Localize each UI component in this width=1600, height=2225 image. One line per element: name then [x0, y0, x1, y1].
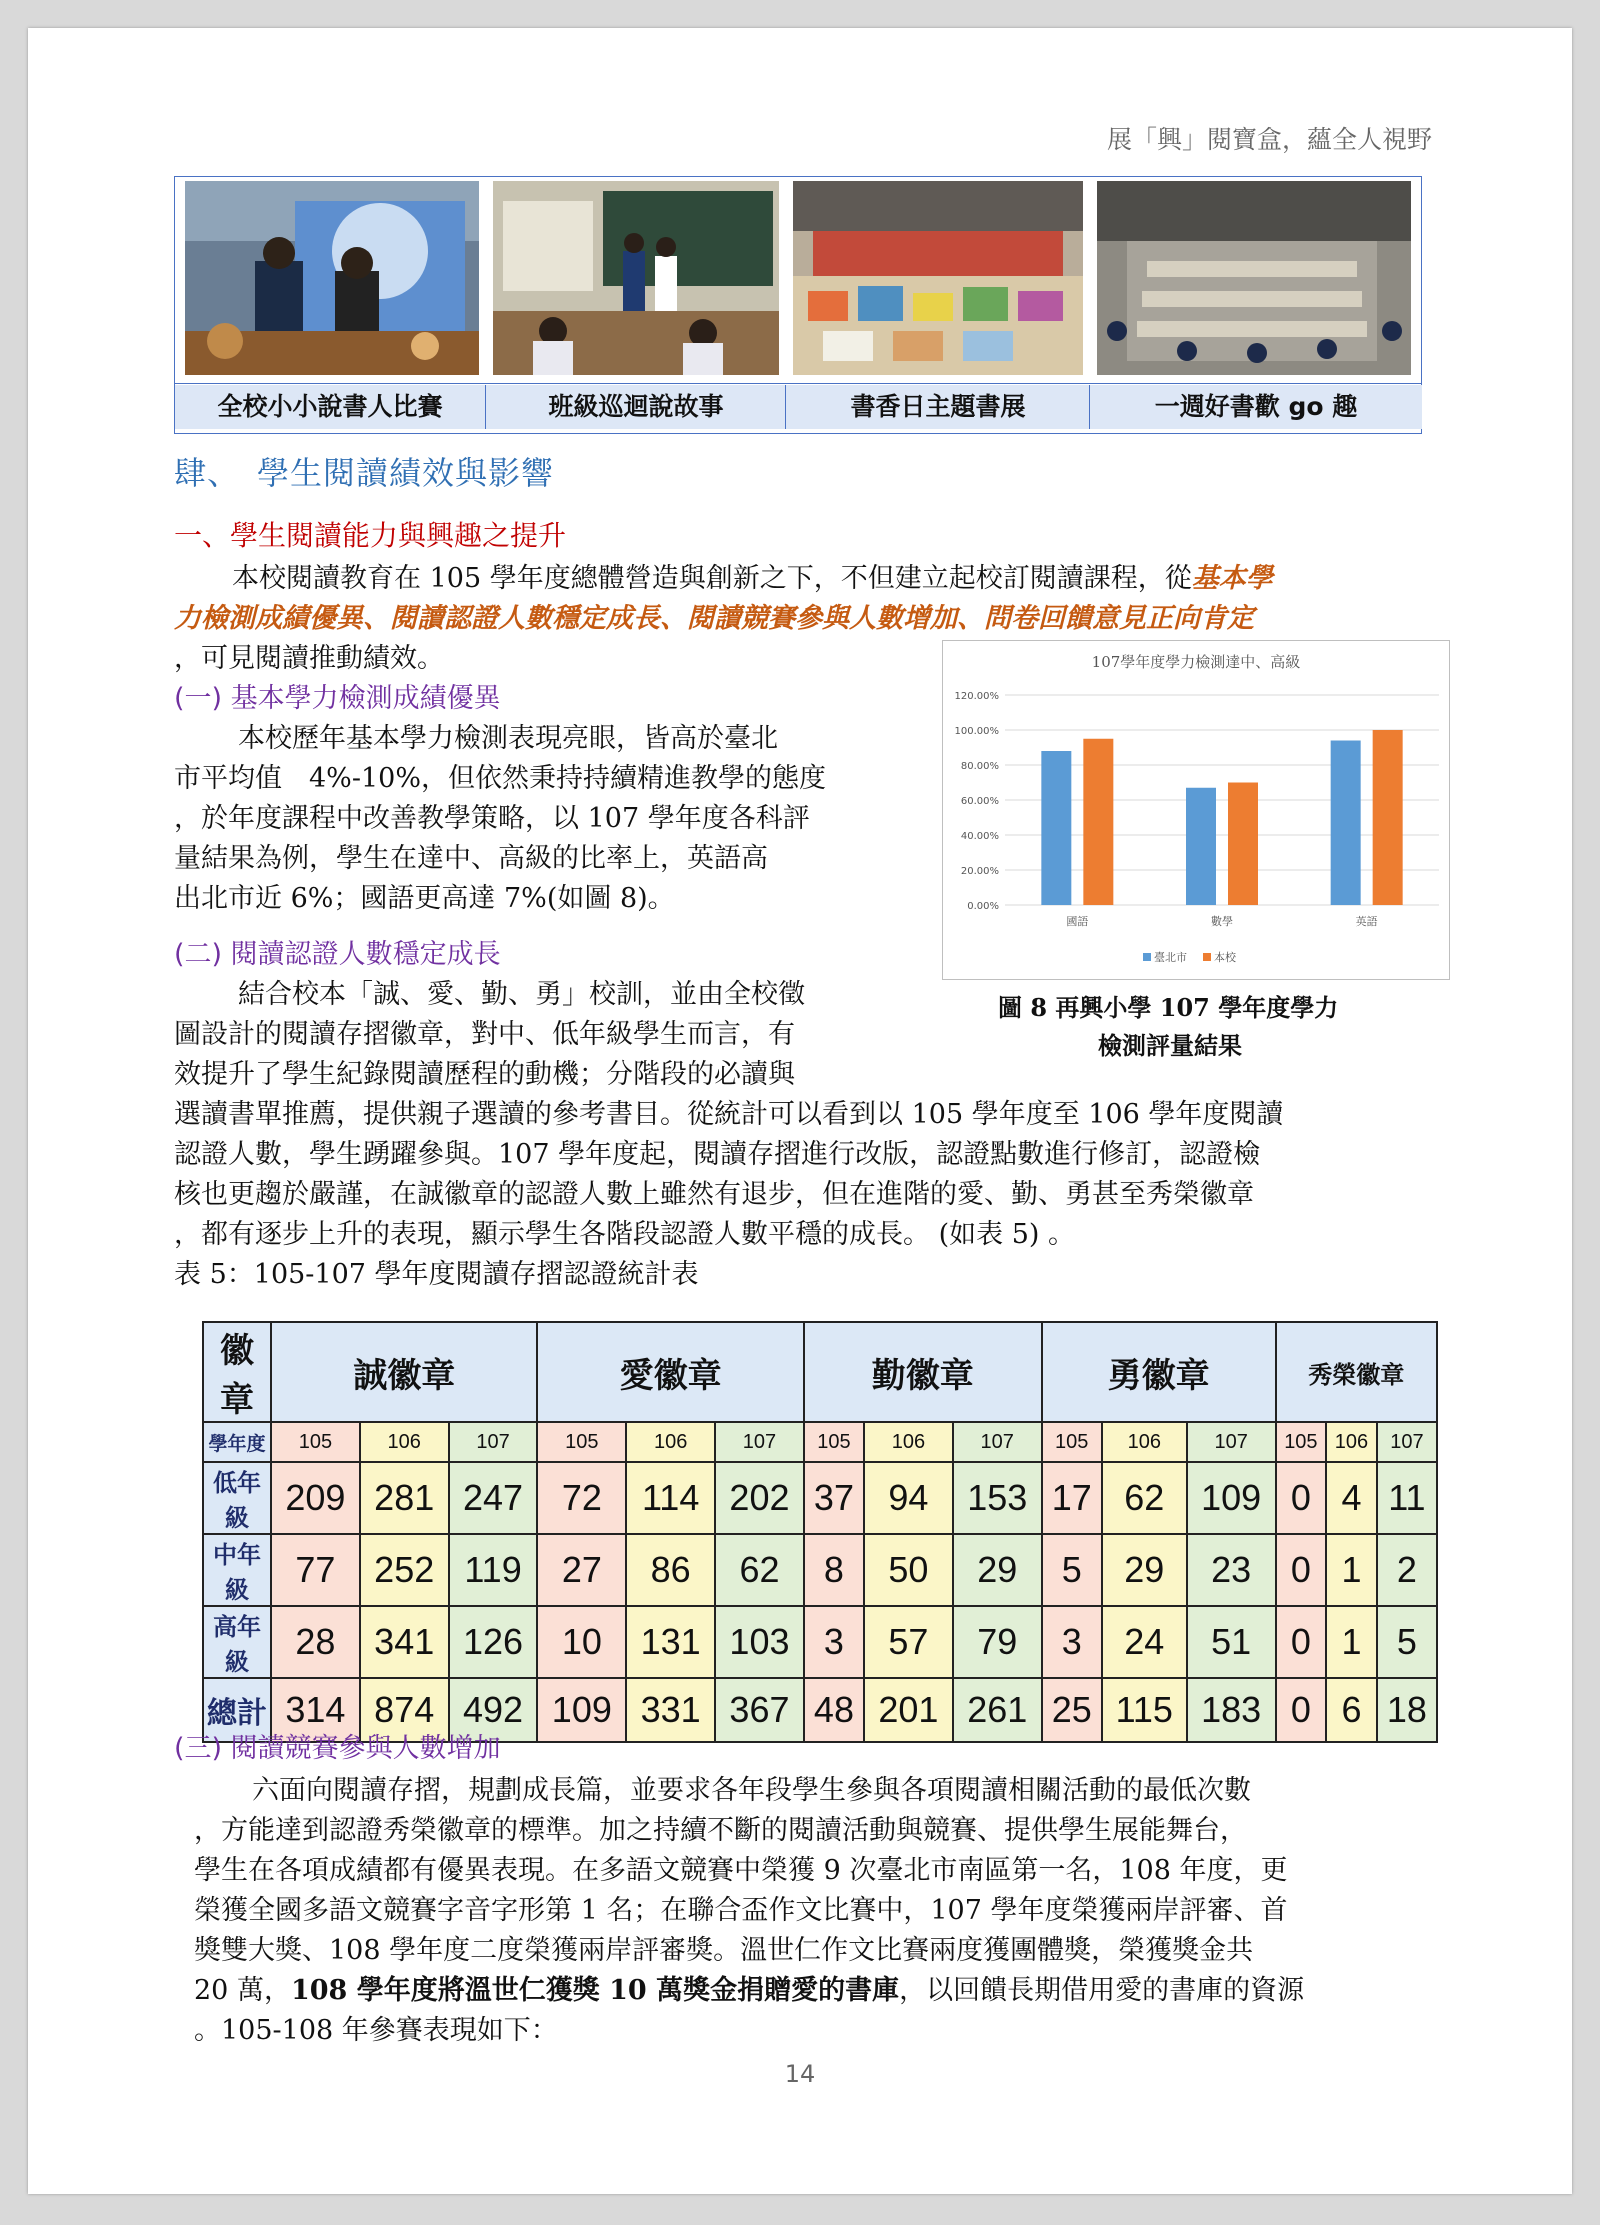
sec3-line-end: 。105-108 年參賽表現如下： [194, 2015, 558, 2046]
photo-caption-2: 班級巡迴說故事 [485, 385, 786, 429]
table-cell: 62 [1102, 1462, 1187, 1534]
legend-swatch [1203, 953, 1211, 961]
figure-caption-line-2: 檢測評量結果 [1098, 1031, 1242, 1060]
photo-strip [174, 176, 1422, 434]
year-cell: 106 [1102, 1422, 1187, 1462]
table-cell: 29 [953, 1534, 1042, 1606]
y-tick-label: 100.00% [954, 726, 999, 737]
table-cell: 131 [626, 1606, 715, 1678]
sec3-line: 六面向閱讀存摺，規劃成長篇，並要求各年段學生參與各項閱讀相關活動的最低次數 [252, 1775, 1251, 1806]
year-cell: 107 [1187, 1422, 1276, 1462]
intro-line-1: 本校閱讀教育在 105 學年度總體營造與創新之下，不但建立起校訂閱讀課程，從基本學 [232, 563, 1273, 594]
table-cell: 86 [626, 1534, 715, 1606]
legend-label: 臺北市 [1154, 951, 1187, 964]
table-cell: 126 [449, 1606, 538, 1678]
table-cell: 48 [804, 1678, 864, 1742]
photo-caption-3: 書香日主題書展 [785, 385, 1090, 429]
bar-國語-臺北市 [1041, 751, 1071, 905]
table-cell: 77 [271, 1534, 360, 1606]
table-cell: 28 [271, 1606, 360, 1678]
table-cell: 261 [953, 1678, 1042, 1742]
sec2-line: 效提升了學生紀錄閱讀歷程的動機；分階段的必讀與 [174, 1059, 795, 1090]
table-cell: 5 [1377, 1606, 1437, 1678]
photo-weekly-good-books [1097, 181, 1411, 375]
table-cell: 153 [953, 1462, 1042, 1534]
table-cell: 79 [953, 1606, 1042, 1678]
year-cell: 106 [626, 1422, 715, 1462]
year-cell: 105 [1276, 1422, 1327, 1462]
year-label: 學年度 [203, 1422, 271, 1462]
table-cell: 0 [1276, 1678, 1327, 1742]
table-cell: 29 [1102, 1534, 1187, 1606]
bar-國語-本校 [1083, 739, 1113, 905]
sec1-line: 出北市近 6%；國語更高達 7%(如圖 8)。 [174, 883, 675, 914]
table-cell: 252 [360, 1534, 449, 1606]
bar-英語-臺北市 [1331, 741, 1361, 906]
table-cell: 62 [715, 1534, 804, 1606]
x-tick-label: 數學 [1211, 915, 1233, 928]
year-cell: 105 [537, 1422, 626, 1462]
photo-caption-4: 一週好書歡 go 趣 [1089, 385, 1422, 429]
sec1-line: ，於年度課程中改善教學策略，以 107 學年度各科評 [174, 803, 810, 834]
table-cell: 23 [1187, 1534, 1276, 1606]
table-cell: 183 [1187, 1678, 1276, 1742]
sec2-line: ，都有逐步上升的表現，顯示學生各階段認證人數平穩的成長。 (如表 5) 。 [174, 1219, 1075, 1250]
table-cell: 27 [537, 1534, 626, 1606]
badge-header: 秀榮徽章 [1276, 1322, 1437, 1422]
y-tick-label: 0.00% [967, 901, 999, 912]
table-cell: 24 [1102, 1606, 1187, 1678]
sec3-line: 榮獲全國多語文競賽字音字形第 1 名；在聯合盃作文比賽中，107 學年度榮獲兩岸評審、首 [194, 1895, 1288, 1926]
table-cell: 4 [1326, 1462, 1377, 1534]
legend-label: 本校 [1214, 951, 1236, 964]
badge-header: 勤徽章 [804, 1322, 1042, 1422]
year-cell: 107 [715, 1422, 804, 1462]
intro-line-3: ，可見閱讀推動績效。 [174, 643, 444, 674]
year-cell: 105 [1042, 1422, 1102, 1462]
row-label: 高年級 [203, 1606, 271, 1678]
row-label: 總計 [203, 1678, 271, 1742]
badge-header: 愛徽章 [537, 1322, 803, 1422]
table-cell: 3 [1042, 1606, 1102, 1678]
table-cell: 119 [449, 1534, 538, 1606]
year-cell: 107 [953, 1422, 1042, 1462]
table-cell: 341 [360, 1606, 449, 1678]
table-corner: 徽章 [203, 1322, 271, 1422]
year-cell: 107 [1377, 1422, 1437, 1462]
table-cell: 331 [626, 1678, 715, 1742]
table-cell: 94 [864, 1462, 953, 1534]
badge-stats-table [202, 1321, 1438, 1743]
table-cell: 209 [271, 1462, 360, 1534]
sec2-line: 圖設計的閱讀存摺徽章，對中、低年級學生而言，有 [174, 1019, 795, 1050]
bar-數學-臺北市 [1186, 788, 1216, 905]
year-cell: 106 [360, 1422, 449, 1462]
table-cell: 37 [804, 1462, 864, 1534]
table-cell: 201 [864, 1678, 953, 1742]
year-cell: 105 [271, 1422, 360, 1462]
table-cell: 114 [626, 1462, 715, 1534]
chart-title: 107學年度學力檢測達中、高級 [1091, 653, 1301, 671]
photo-storyteller-contest [185, 181, 479, 375]
sec2-line: 選讀書單推薦，提供親子選讀的參考書目。從統計可以看到以 105 學年度至 106 學年度閱讀 [174, 1099, 1284, 1130]
table-cell: 57 [864, 1606, 953, 1678]
sec3-line: 學生在各項成績都有優異表現。在多語文競賽中榮獲 9 次臺北市南區第一名，108 年度，更 [194, 1855, 1288, 1886]
sec2-line: 認證人數，學生踴躍參與。107 學年度起，閱讀存摺進行改版，認證點數進行修訂，認證檢 [174, 1139, 1261, 1170]
page-number: 14 [784, 2060, 816, 2088]
table-cell: 8 [804, 1534, 864, 1606]
sec1-line: 本校歷年基本學力檢測表現亮眼，皆高於臺北 [238, 723, 778, 754]
year-cell: 106 [1326, 1422, 1377, 1462]
table-row [203, 1462, 1437, 1534]
heading-sec1: (一) 基本學力檢測成績優異 [174, 683, 501, 714]
table-cell: 10 [537, 1606, 626, 1678]
bar-數學-本校 [1228, 783, 1258, 906]
year-cell: 106 [864, 1422, 953, 1462]
table-cell: 72 [537, 1462, 626, 1534]
photo-caption-1: 全校小小說書人比賽 [175, 385, 485, 429]
figure-caption-line-1: 圖 8 再興小學 107 學年度學力 [998, 993, 1339, 1022]
year-cell: 107 [449, 1422, 538, 1462]
y-tick-label: 60.00% [960, 796, 999, 807]
bar-chart-svg [943, 641, 1449, 979]
table-cell: 1 [1326, 1606, 1377, 1678]
table-cell: 874 [360, 1678, 449, 1742]
row-label: 低年級 [203, 1462, 271, 1534]
table-cell: 109 [537, 1678, 626, 1742]
photo-book-exhibition [793, 181, 1083, 375]
table-year-row [203, 1422, 1437, 1462]
table-cell: 314 [271, 1678, 360, 1742]
table-cell: 11 [1377, 1462, 1437, 1534]
table-header-row [203, 1322, 1437, 1422]
table-cell: 18 [1377, 1678, 1437, 1742]
table-row [203, 1606, 1437, 1678]
sec1-line: 量結果為例，學生在達中、高級的比率上，英語高 [174, 843, 768, 874]
year-cell: 105 [804, 1422, 864, 1462]
intro-line-2: 力檢測成績優異、閱讀認證人數穩定成長、閱讀競賽參與人數增加、問卷回饋意見正向肯定 [174, 603, 1254, 634]
bar-英語-本校 [1373, 730, 1403, 905]
table-cell: 202 [715, 1462, 804, 1534]
section-heading: 肆、 學生閱讀績效與影響 [174, 454, 555, 492]
table-cell: 0 [1276, 1534, 1327, 1606]
legend-swatch [1143, 953, 1151, 961]
table-cell: 1 [1326, 1534, 1377, 1606]
table-cell: 25 [1042, 1678, 1102, 1742]
badge-header: 誠徽章 [271, 1322, 537, 1422]
sec3-line: 獎雙大獎、108 學年度二度榮獲兩岸評審獎。溫世仁作文比賽兩度獲團體獎，榮獲獎金共 [194, 1935, 1254, 1966]
table-cell: 3 [804, 1606, 864, 1678]
table-cell: 2 [1377, 1534, 1437, 1606]
table-cell: 115 [1102, 1678, 1187, 1742]
x-tick-label: 國語 [1066, 915, 1089, 928]
sec2-line: 結合校本「誠、愛、勤、勇」校訓，並由全校徵 [238, 979, 805, 1010]
y-tick-label: 20.00% [960, 866, 999, 877]
table-cell: 492 [449, 1678, 538, 1742]
table-cell: 109 [1187, 1462, 1276, 1534]
table-cell: 6 [1326, 1678, 1377, 1742]
table-cell: 0 [1276, 1462, 1327, 1534]
table-cell: 247 [449, 1462, 538, 1534]
table-cell: 50 [864, 1534, 953, 1606]
y-tick-label: 120.00% [954, 691, 999, 702]
y-tick-label: 40.00% [960, 831, 999, 842]
table-cell: 281 [360, 1462, 449, 1534]
table-cell: 51 [1187, 1606, 1276, 1678]
sec3-line: ，方能達到認證秀榮徽章的標準。加之持續不斷的閱讀活動與競賽、提供學生展能舞台， [194, 1815, 1247, 1846]
bar-chart [942, 640, 1450, 980]
heading-sec3: (三) 閱讀競賽參與人數增加 [174, 1733, 501, 1764]
photo-class-storytelling [493, 181, 779, 375]
subsection-heading: 一、學生閱讀能力與興趣之提升 [174, 519, 567, 552]
document-page [28, 28, 1572, 2194]
row-label: 中年級 [203, 1534, 271, 1606]
x-tick-label: 英語 [1355, 915, 1378, 928]
sec3-line-last: 20 萬，108 學年度將溫世仁獲獎 10 萬獎金捐贈愛的書庫，以回饋長期借用愛的書庫的資源 [194, 1975, 1305, 2006]
sec2-line: 核也更趨於嚴謹，在誠徽章的認證人數上雖然有退步，但在進階的愛、勤、勇甚至秀榮徽章 [174, 1179, 1254, 1210]
table-cell: 103 [715, 1606, 804, 1678]
heading-sec2: (二) 閱讀認證人數穩定成長 [174, 939, 501, 970]
badge-header: 勇徽章 [1042, 1322, 1276, 1422]
table-caption: 表 5：105-107 學年度閱讀存摺認證統計表 [174, 1259, 699, 1290]
y-tick-label: 80.00% [960, 761, 999, 772]
running-header: 展「興」閱寶盒，蘊全人視野 [1106, 125, 1432, 154]
table-cell: 0 [1276, 1606, 1327, 1678]
table-cell: 367 [715, 1678, 804, 1742]
sec1-line: 市平均值 4%-10%，但依然秉持持續精進教學的態度 [174, 763, 826, 794]
table-cell: 17 [1042, 1462, 1102, 1534]
table-row [203, 1534, 1437, 1606]
table-cell: 5 [1042, 1534, 1102, 1606]
